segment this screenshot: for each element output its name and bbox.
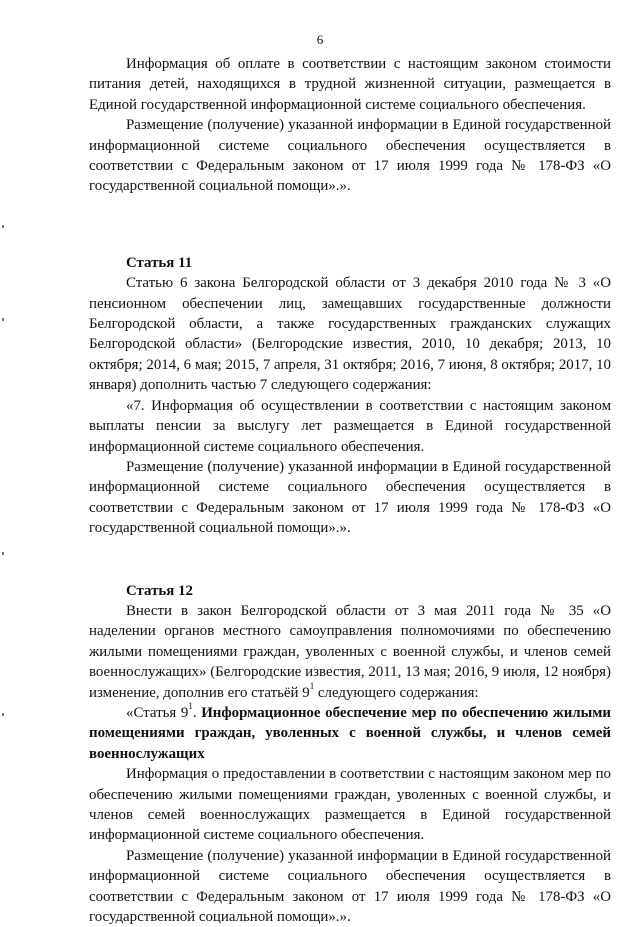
superscript: 1	[188, 701, 193, 711]
paragraph: Статью 6 закона Белгородской области от 3 декабря 2010 года № 3 «О пенсионном обеспечении лиц, замещавших государственные должности Белгородской области, а также государственных гражданских служащих Белгородской области» (Белгородские известия, 2010, 10 декабря; 2013, 10 октября; 2014, 6 мая; 2015, 7 апреля, 31 октября; 2016, 7 июня, 8 октября; 2017, 10 января) дополнить частью 7 следующего содержания:	[89, 275, 611, 394]
paragraph: Размещение (получение) указанной информации в Единой государственной информационной системе социального обеспечения осуществляется в соответствии с Федеральным законом от 17 июля 1999 года № 178-ФЗ «О государственной социальной помощи».».	[89, 847, 611, 926]
margin-mark	[2, 713, 4, 716]
margin-mark	[2, 318, 4, 321]
document-body	[89, 54, 611, 927]
section-continuation	[89, 54, 611, 197]
paragraph-intro	[89, 601, 611, 703]
section-article-11	[89, 253, 611, 539]
section-article-12	[89, 581, 611, 927]
paragraph: Информация о предоставлении в соответствии с настоящим законом мер по обеспечению жилыми помещениями граждан, уволенных с военной службы, и членов семей военнослужащих размещается в Единой государственной информационной системе социального обеспечения.	[89, 766, 611, 844]
intro-text-end: следующего содержания:	[314, 684, 479, 701]
paragraph: Размещение (получение) указанной информации в Единой государственной информационной системе социального обеспечения осуществляется в соответствии с Федеральным законом от 17 июля 1999 года № 178-ФЗ «О государственной социальной помощи».».	[89, 458, 611, 537]
page-number: 6	[316, 32, 324, 47]
article-heading: Статья 12	[126, 582, 193, 599]
paragraph: «7. Информация об осуществлении в соответствии с настоящим законом выплаты пенсии за выслугу лет размещается в Единой государственной информационной системе социального обеспечения.	[89, 397, 611, 455]
article-prefix: «Статья 9	[126, 704, 189, 721]
intro-text: Внести в закон Белгородской области от 3 мая 2011 года № 35 «О наделении органов местного самоуправления полномочиями по обеспечению жилыми помещениями граждан, уволенных с военной службы, и членов семей военнослужащих» (Белгородские известия, 2011, 13 мая; 2016, 9 июля, 12 ноября) изменение, дополнив его статьёй 9	[89, 602, 611, 701]
new-article-title	[89, 703, 611, 764]
superscript: 1	[309, 680, 315, 691]
paragraph: Информация об оплате в соответствии с настоящим законом стоимости питания детей, находящихся в трудной жизненной ситуации, размещается в Единой государственной информационной системе социального обеспечения.	[89, 56, 611, 113]
article-title: Информационное обеспечение мер по обеспечению жилыми помещениями граждан, уволенных с военной службы, и членов семей военнослужащих	[89, 704, 611, 762]
margin-mark	[2, 225, 4, 228]
article-heading: Статья 11	[126, 254, 193, 271]
article-dot: .	[192, 704, 202, 721]
paragraph: Размещение (получение) указанной информации в Единой государственной информационной системе социального обеспечения осуществляется в соответствии с Федеральным законом от 17 июля 1999 года № 178-ФЗ «О государственной социальной помощи».».	[89, 117, 611, 195]
margin-mark	[2, 552, 4, 555]
